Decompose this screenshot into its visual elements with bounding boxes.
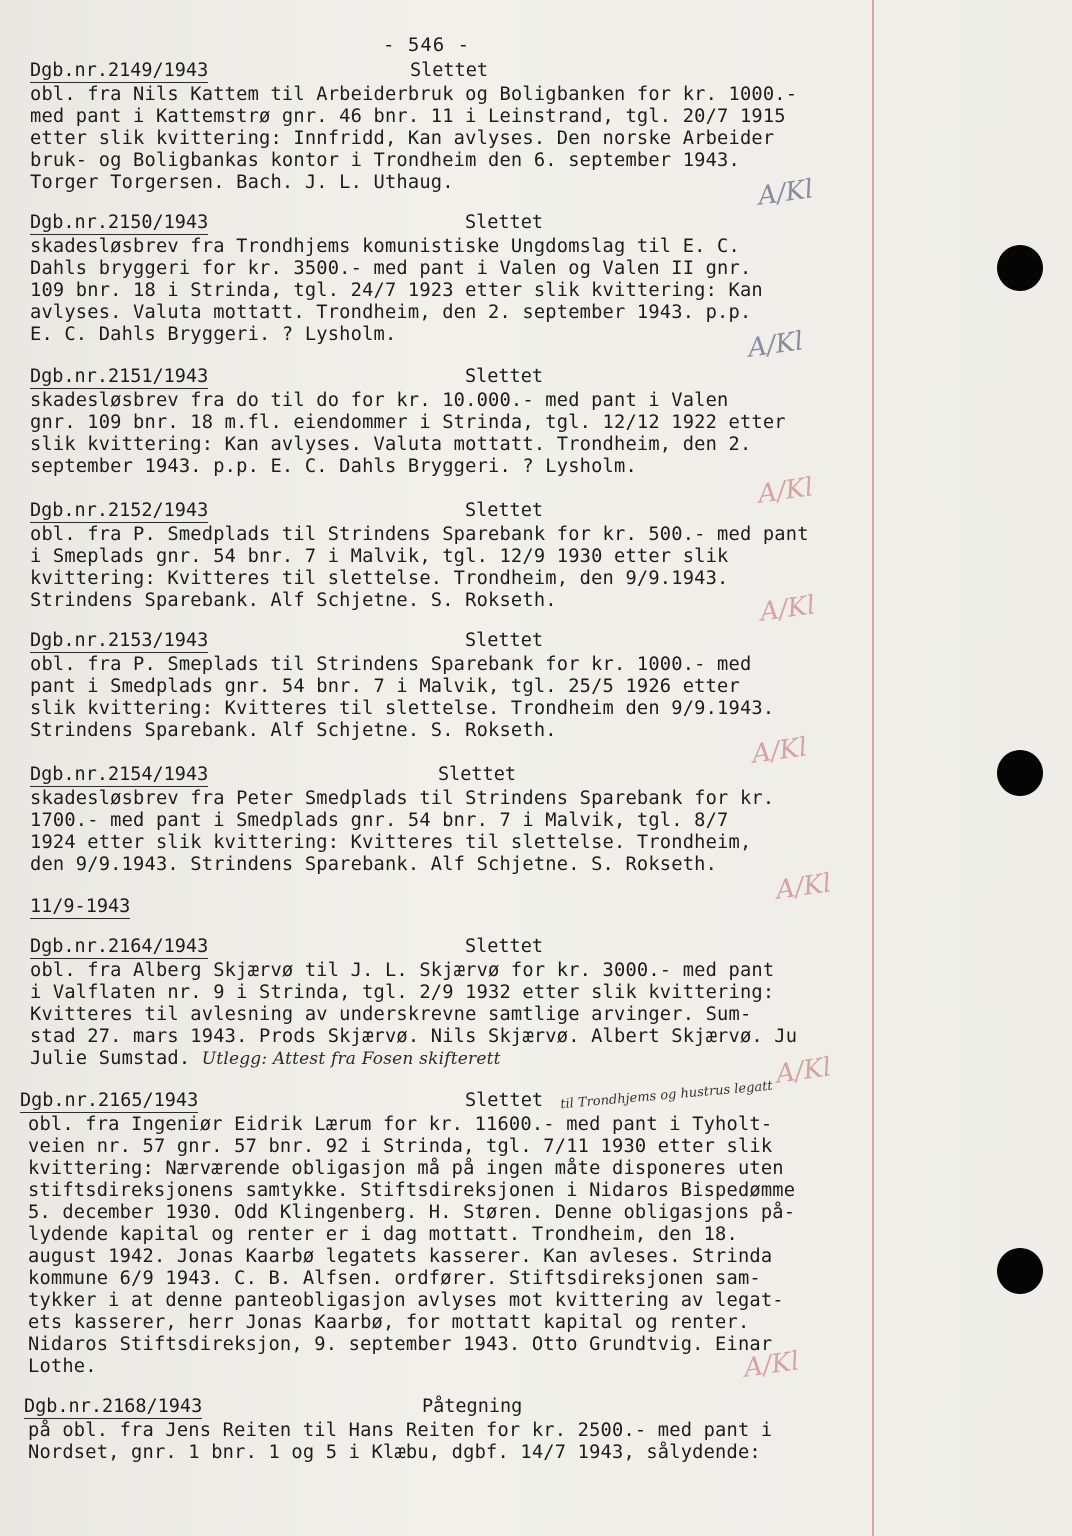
entry-line: obl. fra P. Smedplads til Strindens Sparebank for kr. 500.- med pant — [30, 524, 809, 545]
initials-stamp: A/Kl — [758, 590, 818, 628]
entry-line: obl. fra Nils Kattem til Arbeiderbruk og Boligbanken for kr. 1000.- — [30, 84, 798, 105]
entry-reference: Dgb.nr.2164/1943 — [30, 936, 209, 957]
entry-line: obl. fra P. Smeplads til Strindens Sparebank for kr. 1000.- med — [30, 654, 752, 675]
entry-line: den 9/9.1943. Strindens Sparebank. Alf Schjetne. S. Rokseth. — [30, 854, 718, 875]
entry-line: med pant i Kattemstrø gnr. 46 bnr. 11 i Leinstrand, tgl. 20/7 1915 — [30, 106, 786, 127]
entry-line: Nidaros Stiftsdireksjon, 9. september 1943. Otto Grundtvig. Einar — [28, 1334, 773, 1355]
entry-line: lydende kapital og renter er i dag mottatt. Trondheim, den 18. — [28, 1224, 738, 1245]
entry-line: Strindens Sparebank. Alf Schjetne. S. Rokseth. — [30, 720, 557, 741]
binder-hole — [997, 750, 1043, 796]
binder-hole — [997, 1248, 1043, 1294]
initials-stamp: A/Kl — [746, 326, 806, 364]
entry-line: i Smeplads gnr. 54 bnr. 7 i Malvik, tgl. 12/9 1930 etter slik — [30, 546, 729, 567]
entry-line: skadesløsbrev fra Trondhjems komunistiske Ungdomslag til E. C. — [30, 236, 740, 257]
initials-stamp: A/Kl — [756, 174, 816, 212]
initials-stamp: A/Kl — [774, 1052, 834, 1090]
initials-stamp: A/Kl — [774, 868, 834, 906]
entry-line: 5. december 1930. Odd Klingenberg. H. Støren. Denne obligasjons på- — [28, 1202, 796, 1223]
entry-line: gnr. 109 bnr. 18 m.fl. eiendommer i Strinda, tgl. 12/12 1922 etter — [30, 412, 786, 433]
entry-line: skadesløsbrev fra do til do for kr. 10.000.- med pant i Valen — [30, 390, 729, 411]
entry-line: stiftsdireksjonens samtykke. Stiftsdireksjonen i Nidaros Bispedømme — [28, 1180, 796, 1201]
entry-line: E. C. Dahls Bryggeri. ? Lysholm. — [30, 324, 397, 345]
entry-line: slik kvittering: Kan avlyses. Valuta mottatt. Trondheim, den 2. — [30, 434, 752, 455]
initials-stamp: A/Kl — [750, 732, 810, 770]
entry-status: Slettet — [465, 500, 543, 521]
register-entry — [0, 764, 872, 876]
entry-line-text: Julie Sumstad. — [30, 1048, 191, 1069]
entry-line — [30, 1048, 872, 1070]
register-entry — [0, 1090, 872, 1378]
entry-line: obl. fra Alberg Skjærvø til J. L. Skjærvø for kr. 3000.- med pant — [30, 960, 775, 981]
entry-status: Slettet — [465, 212, 543, 233]
entry-line: obl. fra Ingeniør Eidrik Lærum for kr. 11600.- med pant i Tyholt- — [28, 1114, 773, 1135]
entry-reference: Dgb.nr.2168/1943 — [24, 1396, 203, 1417]
entry-reference: Dgb.nr.2150/1943 — [30, 212, 209, 233]
entry-line: bruk- og Boligbankas kontor i Trondheim den 6. september 1943. — [30, 150, 740, 171]
entry-line: Dahls bryggeri for kr. 3500.- med pant i Valen og Valen II gnr. — [30, 258, 752, 279]
register-entry — [0, 212, 872, 346]
handwritten-note: Utlegg: Attest fra Fosen skifterett — [201, 1049, 501, 1069]
entry-line: på obl. fra Jens Reiten til Hans Reiten for kr. 2500.- med pant i — [28, 1420, 773, 1441]
entry-status: Slettet — [465, 630, 543, 651]
entry-line: Strindens Sparebank. Alf Schjetne. S. Rokseth. — [30, 590, 557, 611]
entry-line: i Valflaten nr. 9 i Strinda, tgl. 2/9 1932 etter slik kvittering: — [30, 982, 775, 1003]
entry-status: Slettet — [465, 366, 543, 387]
entry-line: skadesløsbrev fra Peter Smedplads til Strindens Sparebank for kr. — [30, 788, 775, 809]
entry-line: ets kasserer, herr Jonas Kaarbø, for mottatt kapital og renter. — [28, 1312, 750, 1333]
entry-line: 1924 etter slik kvittering: Kvitteres til slettelse. Trondheim, — [30, 832, 752, 853]
entry-line: Kvitteres til avlesning av underskrevne samtlige arvinger. Sum- — [30, 1004, 752, 1025]
entry-line: tykker i at denne panteobligasjon avlyses mot kvittering av legat- — [28, 1290, 784, 1311]
margin-rule — [872, 0, 874, 1536]
entry-status: Påtegning — [422, 1396, 523, 1417]
page-number: - 546 - — [383, 34, 471, 56]
entry-line: veien nr. 57 gnr. 57 bnr. 92 i Strinda, tgl. 7/11 1930 etter slik — [28, 1136, 773, 1157]
register-entry — [0, 366, 872, 478]
entry-line: kvittering: Nærværende obligasjon må på ingen måte disponeres uten — [28, 1158, 784, 1179]
binder-hole — [997, 245, 1043, 291]
entry-reference: Dgb.nr.2152/1943 — [30, 500, 209, 521]
register-entry — [0, 936, 872, 1070]
entry-line: Lothe. — [28, 1356, 97, 1377]
register-entry — [0, 630, 872, 742]
entry-reference: Dgb.nr.2151/1943 — [30, 366, 209, 387]
entry-line: 1700.- med pant i Smedplads gnr. 54 bnr. 7 i Malvik, tgl. 8/7 — [30, 810, 729, 831]
entry-line: avlyses. Valuta mottatt. Trondheim, den 2. september 1943. p.p. — [30, 302, 752, 323]
entry-line: slik kvittering: Kvitteres til slettelse. Trondheim den 9/9.1943. — [30, 698, 775, 719]
entry-reference: Dgb.nr.2165/1943 — [20, 1090, 199, 1111]
entry-line: august 1942. Jonas Kaarbø legatets kasserer. Kan avleses. Strinda — [28, 1246, 773, 1267]
register-entry — [0, 1396, 872, 1464]
entry-status: Slettet — [465, 936, 543, 957]
register-entry — [0, 500, 872, 612]
date-heading: 11/9-1943 — [30, 896, 131, 917]
entry-line: Torger Torgersen. Bach. J. L. Uthaug. — [30, 172, 454, 193]
entry-line: kommune 6/9 1943. C. B. Alfsen. ordfører. Stiftsdireksjonen sam- — [28, 1268, 761, 1289]
entry-reference: Dgb.nr.2149/1943 — [30, 60, 209, 81]
initials-stamp: A/Kl — [756, 472, 816, 510]
initials-stamp: A/Kl — [742, 1346, 802, 1384]
entry-line: pant i Smedplads gnr. 54 bnr. 7 i Malvik, tgl. 25/5 1926 etter — [30, 676, 740, 697]
entry-reference: Dgb.nr.2153/1943 — [30, 630, 209, 651]
entry-status: Slettet — [410, 60, 488, 81]
handwritten-annotation: til Trondhjems og hustrus legatt — [559, 1078, 774, 1113]
register-entry — [0, 60, 872, 194]
entry-line: september 1943. p.p. E. C. Dahls Bryggeri. ? Lysholm. — [30, 456, 637, 477]
entry-line: stad 27. mars 1943. Prods Skjærvø. Nils Skjærvø. Albert Skjærvø. Ju — [30, 1026, 798, 1047]
entry-line: etter slik kvittering: Innfridd, Kan avlyses. Den norske Arbeider — [30, 128, 775, 149]
entry-line: Nordset, gnr. 1 bnr. 1 og 5 i Klæbu, dgbf. 14/7 1943, sålydende: — [28, 1442, 761, 1463]
entry-status: Slettet — [438, 764, 516, 785]
entry-line: 109 bnr. 18 i Strinda, tgl. 24/7 1923 etter slik kvittering: Kan — [30, 280, 763, 301]
entry-line: kvittering: Kvitteres til slettelse. Trondheim, den 9/9.1943. — [30, 568, 729, 589]
entry-status: Slettet — [465, 1090, 543, 1111]
entry-reference: Dgb.nr.2154/1943 — [30, 764, 209, 785]
